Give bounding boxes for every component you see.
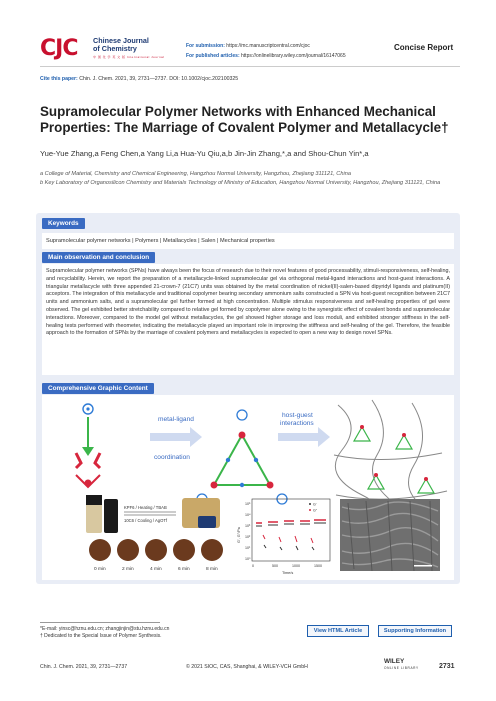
graphical-abstract-figure	[42, 395, 454, 580]
abstract-text: Supramolecular polymer networks (SPNs) have always been the focus of research due to their novel features of good processability, stimuli-responsiveness, self-healing, and recyclability. Herein, we report the preparation of a metallacycle-linked supramolecular gel via orthogonal metal-ligand interactions and host-guest interactions. A triangular metallacycle with three appended 21-crown-7 (21C7) units was obtained by the metal coordination of nickel(II)-salen-based dipyridyl ligands and platinum(II) acceptors. The integration of this metallacycle and traditional copolymer bearing secondary ammonium salts constructed a SPN via host-guest recognition between 21C7 units and ammonium salts, and a supramolecular gel further formed at high concentration. Multiple stimulus responsiveness and self-healing properties of gel were observed. The gel exhibited better stretchability compared to relative gel formed by copolymer alone owing to the synergistic effect of covalent bonds and supramolecular interactions. Moreover, compared to the model gel without metallacycles, the gel showed higher storage and loss moduli, and exhibited stronger stiffness in the self-healing tests performed with rheometer, indicating the metallacycle played an important role in improving the stiffness and self-healing of the gel. Therefore, the feasible approach to the formation of SPNs by the marriage of covalent polymers and metallacycles is expected to open a new way to design novel SPNs.	[42, 264, 454, 375]
arrow-host-guest	[278, 412, 330, 447]
y-tick-2: 10³	[245, 524, 251, 528]
footer-journal-ref: Chin. J. Chem. 2021, 39, 2731—2737	[40, 664, 128, 670]
y-tick-0: 10⁵	[245, 502, 251, 506]
corresponding-email[interactable]: *E-mail: yinsc@hznu.edu.cn; zhangjinjin@stu.hznu.edu.cn	[40, 626, 170, 632]
time-label-8: 8 min	[206, 567, 218, 572]
photo-label-top: KPF6 / Heating / TBAB	[124, 505, 167, 510]
time-label-4: 4 min	[150, 567, 162, 572]
abstract-heading: Main observation and conclusion	[42, 252, 155, 263]
plot-ylabel: G', G''/Pa	[237, 527, 241, 543]
plot-xlabel: Time/s	[282, 571, 294, 575]
arrow2-label-top: host-guest	[282, 412, 313, 419]
article-title: Supramolecular Polymer Networks with Enhanced Mechanical Properties: The Marriage of Covalent Polymer and Metallacycle†	[40, 104, 449, 135]
time-label-0: 0 min	[94, 567, 106, 572]
x-tick-500: 500	[272, 564, 278, 568]
rheology-plot	[237, 499, 330, 575]
x-tick-1000: 1000	[292, 564, 300, 568]
ligand-monomer	[76, 404, 100, 487]
keywords-heading: Keywords	[42, 218, 85, 229]
citation-line: Cite this paper: Chin. J. Chem. 2021, 39, 2731—2737. DOI: 10.1002/cjoc.202100325	[40, 76, 239, 82]
y-tick-4: 10¹	[245, 546, 251, 550]
submission-link[interactable]: https://mc.manuscriptcentral.com/cjoc	[226, 43, 310, 49]
author-list: Yue-Yue Zhang,a Feng Chen,a Yang Li,a Hua-Yu Qiu,a,b Jin-Jin Zhang,*,a and Shou-Chun Yin*,a	[40, 149, 369, 158]
header-divider	[40, 66, 460, 67]
published-link[interactable]: https://onlinelibrary.wiley.com/journal/16147065	[241, 53, 346, 59]
sem-micrograph	[340, 499, 440, 571]
graphical-abstract	[42, 395, 454, 580]
dedication-note: † Dedicated to the Special Issue of Polymer Synthesis.	[40, 633, 162, 639]
arrow1-label-top: metal-ligand	[158, 416, 194, 423]
y-tick-5: 10⁰	[245, 557, 251, 561]
wiley-logo: WILEY ONLINE LIBRARY	[384, 658, 419, 670]
arrow-metal-ligand	[150, 416, 202, 461]
article-type: Concise Report	[394, 43, 454, 52]
journal-header	[0, 0, 496, 66]
affiliation-b: b Key Laboratory of Organosilicon Chemistry and Materials Technology of Ministry of Education, Hangzhou Normal University, Hangzhou, Zhejiang 311121, China	[40, 179, 441, 186]
y-tick-3: 10²	[245, 535, 251, 539]
journal-name: Chinese Journal of Chemistry	[93, 36, 149, 53]
page-number: 2731	[439, 663, 455, 670]
triangular-metallacycle	[197, 410, 287, 504]
x-tick-0: 0	[252, 564, 254, 568]
journal-tagline: 中 国 化 学 英 文 版 International Journal	[93, 55, 165, 59]
legend-g-prime: G'	[313, 502, 317, 507]
citation-doi-link[interactable]: Chin. J. Chem. 2021, 39, 2731—2737. DOI: 10.1002/cjoc.202100325	[79, 76, 239, 82]
affiliations	[40, 170, 460, 187]
arrow2-label-bottom: interactions	[280, 420, 314, 427]
graphic-heading: Comprehensive Graphic Content	[42, 383, 154, 394]
supporting-information-button[interactable]: Supporting Information	[378, 625, 452, 637]
arrow1-label-bottom: coordination	[154, 454, 190, 461]
journal-logo: CJC	[40, 36, 78, 61]
legend-g-double-prime: G''	[313, 508, 318, 513]
time-label-2: 2 min	[122, 567, 134, 572]
footer-copyright: © 2021 SIOC, CAS, Shanghai, & WILEY-VCH GmbH	[186, 664, 308, 670]
x-tick-1500: 1500	[314, 564, 322, 568]
photo-label-bottom: 10C6 / Cooling / AgOTf	[124, 518, 168, 523]
y-tick-1: 10⁴	[245, 513, 251, 517]
gel-photos	[86, 495, 223, 572]
keywords-list: Supramolecular polymer networks | Polymers | Metallacycles | Salen | Mechanical properties	[42, 233, 454, 249]
footnote-divider	[40, 622, 160, 623]
affiliation-a: a College of Material, Chemistry and Chemical Engineering, Hangzhou Normal University, Hangzhou, Zhejiang 311121, China	[40, 171, 351, 177]
submission-info: For submission: https://mc.manuscriptcentral.com/cjoc For published articles: https://onlinelibrary.wiley.com/journal/16147065	[186, 43, 346, 59]
view-html-article-button[interactable]: View HTML Article	[307, 625, 369, 637]
time-label-6: 6 min	[178, 567, 190, 572]
